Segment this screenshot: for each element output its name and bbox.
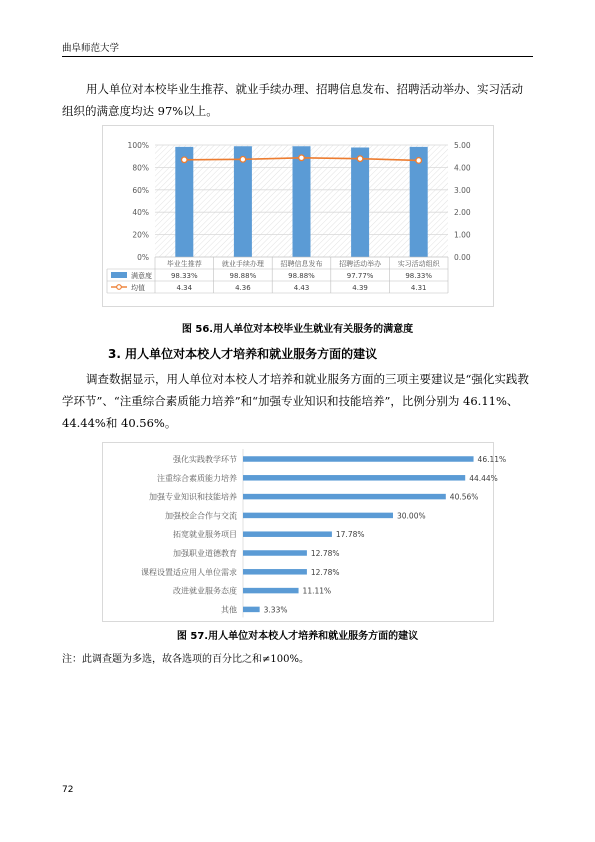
table-value-satisfaction: 98.88%	[288, 272, 315, 280]
right-axis-tick-label: 4.00	[454, 163, 471, 173]
table-value-mean: 4.31	[410, 284, 427, 292]
figure-57-chart	[102, 442, 507, 622]
table-value-satisfaction: 98.33%	[405, 272, 433, 280]
right-axis-tick-label: 0.00	[454, 253, 471, 262]
table-value-mean: 4.36	[235, 284, 251, 292]
right-axis-tick-label: 1.00	[454, 230, 471, 240]
table-value-mean: 4.39	[352, 284, 368, 292]
running-header: 曲阜师范大学	[62, 43, 120, 54]
bar-value-label: 11.11%	[302, 586, 332, 596]
table-value-satisfaction: 97.77%	[346, 272, 374, 280]
bar	[243, 550, 307, 556]
category-label: 加强职业道德教育	[173, 549, 237, 558]
left-axis-tick-label: 20%	[132, 230, 149, 240]
header-rule	[62, 56, 533, 57]
line-mean-point	[240, 157, 246, 163]
table-value-satisfaction: 98.33%	[170, 272, 198, 280]
bar-value-label: 40.56%	[449, 492, 479, 502]
legend-key-mean-marker	[117, 285, 122, 290]
survey-text: 调查数据显示，用人单位对本校人才培养和就业服务方面的三项主要建议是“强化实践教学环节”、“注重综合素质能力培养”和“加强专业知识和技能培养”，比例分别为 46.11%、44.44%和 40.56%。	[62, 372, 529, 430]
left-axis-tick-label: 60%	[132, 185, 149, 195]
survey-paragraph	[62, 368, 534, 434]
horizontal-bar-chart	[103, 443, 507, 621]
left-axis-tick-label: 100%	[127, 141, 149, 150]
category-label: 就业手续办理	[221, 260, 264, 268]
line-mean-point	[299, 155, 305, 161]
page-number: 72	[62, 785, 74, 795]
figure-56-caption: 图 56.用人单位对本校毕业生就业有关服务的满意度	[181, 324, 414, 335]
line-mean-point	[357, 156, 363, 162]
category-label: 加强校企合作与交流	[165, 511, 237, 521]
bar	[243, 456, 474, 462]
category-label: 毕业生推荐	[166, 260, 202, 268]
left-axis-tick-label: 0%	[137, 253, 149, 262]
category-label: 招聘信息发布	[280, 260, 323, 268]
left-axis-tick-label: 40%	[132, 208, 149, 218]
bar-value-label: 12.78%	[310, 567, 340, 577]
table-value-mean: 4.34	[176, 284, 193, 292]
bar-satisfaction	[293, 146, 311, 257]
footnote: 注：此调查题为多选，故各选项的百分比之和≠100%。	[62, 654, 309, 665]
category-label: 实习活动组织	[397, 260, 440, 268]
intro-text: 用人单位对本校毕业生推荐、就业手续办理、招聘信息发布、招聘活动举办、实习活动组织的满意度均达 97%以上。	[62, 82, 523, 118]
figure-56-chart	[102, 125, 494, 307]
table-value-mean: 4.43	[293, 284, 310, 292]
bar	[243, 569, 307, 575]
table-value-satisfaction: 98.88%	[229, 272, 257, 280]
right-axis-tick-label: 2.00	[454, 208, 471, 218]
bar-value-label: 12.78%	[310, 549, 340, 558]
bar-satisfaction	[175, 147, 193, 257]
bar-satisfaction	[234, 146, 252, 257]
line-mean-point	[182, 157, 188, 163]
bar-value-label: 3.33%	[263, 605, 288, 615]
section-3-heading: 3. 用人单位对本校人才培养和就业服务方面的建议	[108, 347, 378, 361]
bar	[243, 494, 446, 500]
bar	[243, 531, 332, 537]
legend-key-satisfaction	[111, 272, 127, 278]
right-axis-tick-label: 5.00	[454, 141, 471, 150]
legend-label-satisfaction: 满意度	[131, 272, 152, 280]
bar-value-label: 30.00%	[397, 511, 426, 521]
category-label: 课程设置适应用人单位需求	[141, 567, 237, 577]
bar-value-label: 44.44%	[469, 473, 498, 483]
bar-value-label: 17.78%	[335, 530, 365, 540]
category-label: 改进就业服务态度	[173, 586, 237, 596]
category-label: 拓宽就业服务项目	[173, 530, 237, 540]
bar	[243, 475, 465, 481]
category-label: 加强专业知识和技能培养	[149, 492, 237, 502]
line-mean-point	[416, 158, 422, 164]
category-label: 强化实践教学环节	[173, 455, 237, 464]
bar-satisfaction	[351, 147, 369, 257]
intro-paragraph	[62, 78, 534, 122]
bar	[243, 607, 260, 613]
legend-label-mean: 均值	[131, 284, 145, 292]
category-label: 注重综合素质能力培养	[157, 473, 237, 483]
right-axis-tick-label: 3.00	[454, 185, 471, 195]
left-axis-tick-label: 80%	[132, 163, 149, 173]
bar	[243, 513, 393, 519]
bar-value-label: 46.11%	[477, 455, 507, 464]
bar	[243, 588, 299, 594]
category-label: 其他	[221, 605, 237, 615]
combo-chart	[103, 126, 493, 306]
figure-57-caption: 图 57.用人单位对本校人才培养和就业服务方面的建议	[176, 631, 419, 642]
category-label: 招聘活动举办	[339, 260, 382, 268]
